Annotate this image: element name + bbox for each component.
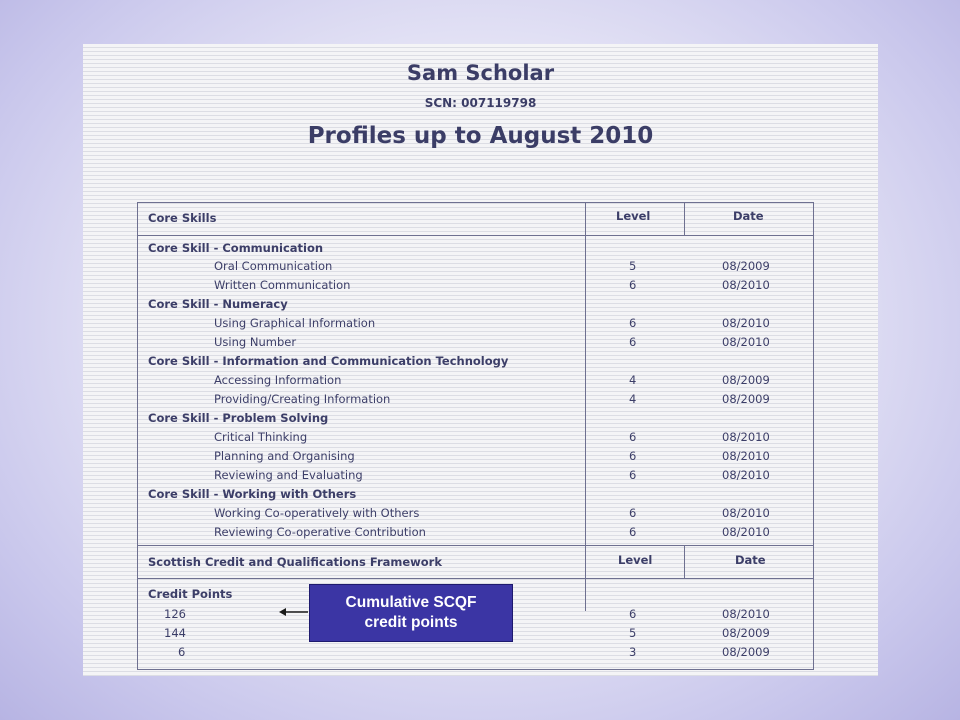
group-title-ict: Core Skill - Information and Communication Technology: [148, 354, 509, 368]
skill-date: 08/2010: [722, 430, 770, 444]
skill-name: Planning and Organising: [214, 449, 355, 463]
skill-level: 4: [629, 373, 637, 387]
credit-points-value: 126: [164, 607, 186, 621]
skill-date: 08/2010: [722, 449, 770, 463]
cumulative-scqf-callout: [309, 584, 513, 642]
skill-name: Working Co-operatively with Others: [214, 506, 420, 520]
credit-points-value: 144: [164, 626, 186, 640]
scottish-candidate-number: SCN: 007119798: [424, 96, 537, 110]
credit-date: 08/2010: [722, 607, 770, 621]
student-name: Sam Scholar: [406, 61, 555, 85]
skill-level: 6: [629, 525, 637, 539]
scqf-heading: Scottish Credit and Qualifications Framework: [148, 555, 443, 569]
credit-date: 08/2009: [722, 645, 770, 659]
skill-date: 08/2010: [722, 525, 770, 539]
credit-level: 6: [629, 607, 637, 621]
group-title-problem-solving: Core Skill - Problem Solving: [148, 411, 329, 425]
skill-name: Providing/Creating Information: [214, 392, 391, 406]
credit-points-heading: Credit Points: [148, 587, 233, 601]
credit-points-value: 6: [178, 645, 186, 659]
skill-date: 08/2010: [722, 278, 770, 292]
skill-level: 5: [629, 259, 637, 273]
group-title-working-with-others: Core Skill - Working with Others: [148, 487, 357, 501]
skill-level: 6: [629, 430, 637, 444]
skill-name: Oral Communication: [214, 259, 333, 273]
scqf-date-column-header: Date: [735, 553, 766, 567]
credit-level: 5: [629, 626, 637, 640]
date-column-header: Date: [733, 209, 764, 223]
group-title-numeracy: Core Skill - Numeracy: [148, 297, 288, 311]
column-divider-date-scqf-header: [684, 546, 685, 579]
profile-document: [83, 44, 878, 676]
header-row-divider: [138, 235, 813, 236]
arrow-left-icon: [278, 604, 310, 620]
skill-level: 6: [629, 335, 637, 349]
skill-name: Accessing Information: [214, 373, 342, 387]
scqf-level-column-header: Level: [618, 553, 653, 567]
section-divider-bottom: [138, 578, 813, 579]
skill-name: Reviewing and Evaluating: [214, 468, 363, 482]
skill-level: 6: [629, 278, 637, 292]
skill-date: 08/2010: [722, 335, 770, 349]
column-divider-level: [585, 203, 586, 611]
skill-name: Reviewing Co-operative Contribution: [214, 525, 426, 539]
credit-date: 08/2009: [722, 626, 770, 640]
skill-level: 6: [629, 506, 637, 520]
skill-date: 08/2010: [722, 506, 770, 520]
skill-name: Critical Thinking: [214, 430, 308, 444]
skill-date: 08/2010: [722, 468, 770, 482]
level-column-header: Level: [616, 209, 651, 223]
skill-level: 6: [629, 468, 637, 482]
skill-level: 6: [629, 316, 637, 330]
document-title: Profiles up to August 2010: [307, 123, 654, 149]
skill-date: 08/2009: [722, 259, 770, 273]
skill-level: 6: [629, 449, 637, 463]
callout-line-2: credit points: [364, 614, 458, 631]
skill-level: 4: [629, 392, 637, 406]
group-title-communication: Core Skill - Communication: [148, 241, 324, 255]
core-skills-heading: Core Skills: [148, 211, 217, 225]
skill-name: Using Graphical Information: [214, 316, 376, 330]
skill-date: 08/2009: [722, 373, 770, 387]
column-divider-date-header: [684, 203, 685, 235]
credit-level: 3: [629, 645, 637, 659]
callout-line-1: Cumulative SCQF: [345, 594, 477, 611]
skill-name: Written Communication: [214, 278, 351, 292]
section-divider-top: [138, 545, 813, 546]
skill-name: Using Number: [214, 335, 297, 349]
skill-date: 08/2010: [722, 316, 770, 330]
skill-date: 08/2009: [722, 392, 770, 406]
